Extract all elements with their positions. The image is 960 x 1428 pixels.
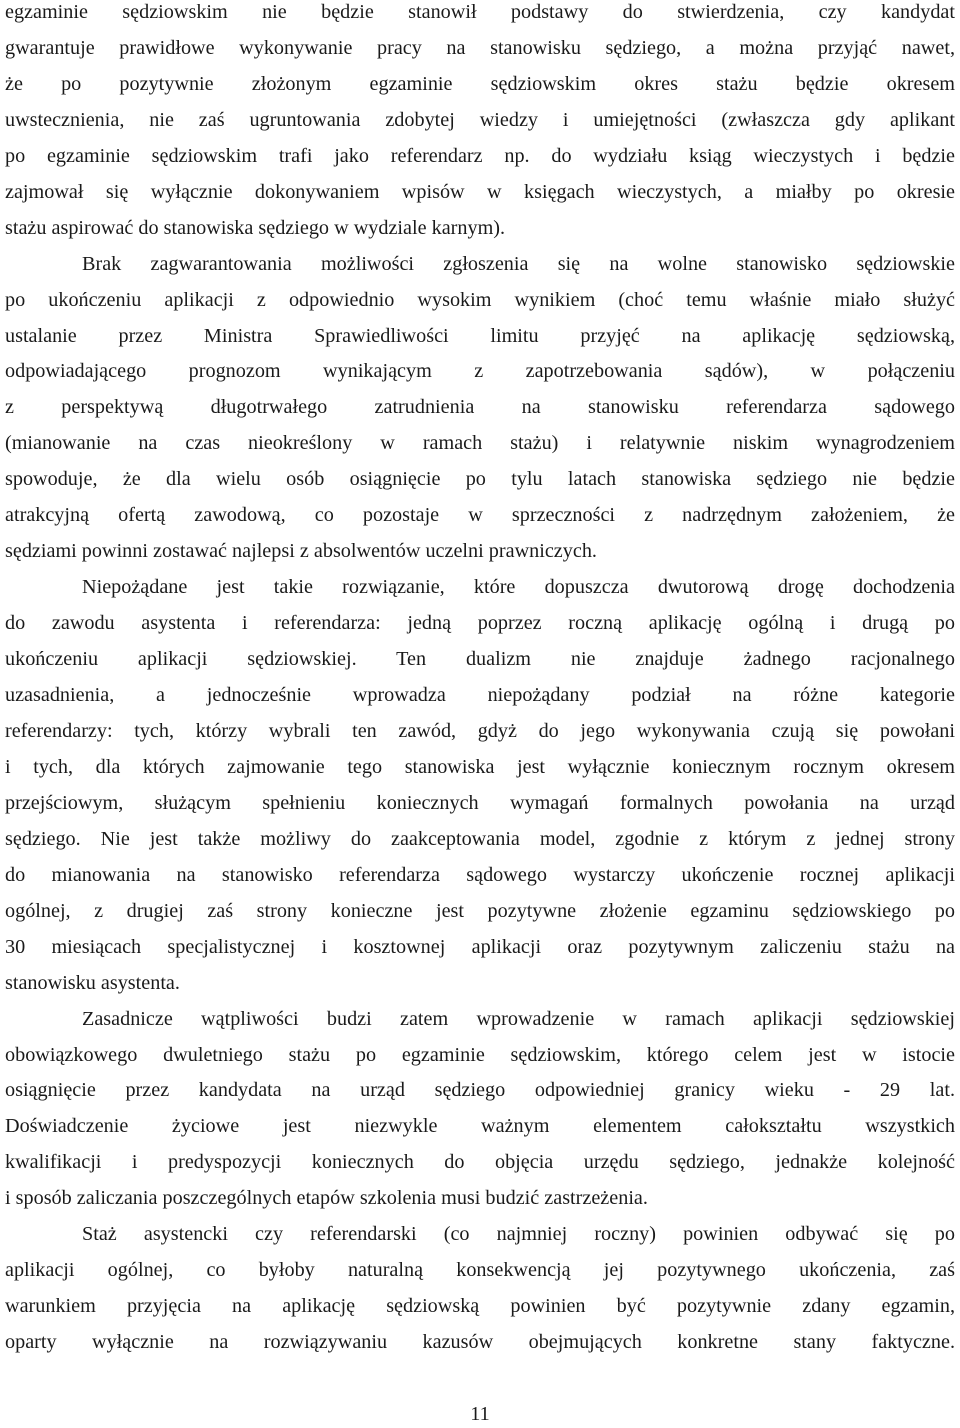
text-line: i sposób zaliczania poszczególnych etapów szkolenia musi budzić zastrzeżenia. bbox=[5, 1187, 648, 1210]
text-line: obowiązkowego dwuletniego stażu po egzaminie sędziowskim, którego celem jest w istocie bbox=[5, 1043, 955, 1066]
text-line: Brak zagwarantowania możliwości zgłoszenia się na wolne stanowisko sędziowskie bbox=[82, 252, 955, 275]
paragraph-1 bbox=[5, 0, 955, 247]
text-line: uzasadnienia, a jednocześnie wprowadza niepożądany podział na różne kategorie bbox=[5, 684, 955, 706]
text-line: Staż asystencki czy referendarski (co najmniej roczny) powinien odbywać się po bbox=[82, 1223, 955, 1246]
text-line: do zawodu asystenta i referendarza: jedną poprzez roczną aplikację ogólną i drugą po bbox=[5, 612, 955, 635]
text-line: uwstecznienia, nie zaś ugruntowania zdobytej wiedzy i umiejętności (zwłaszcza gdy aplikant bbox=[5, 108, 955, 131]
text-line: ustalanie przez Ministra Sprawiedliwości limitu przyjęć na aplikację sędziowską, bbox=[5, 324, 955, 347]
text-line: i tych, dla których zajmowanie tego stanowiska jest wyłącznie koniecznym rocznym okresem bbox=[5, 755, 955, 778]
text-line: stanowisku asystenta. bbox=[5, 971, 180, 994]
text-line: 30 miesiącach specjalistycznej i kosztownej aplikacji oraz pozytywnym zaliczeniu stażu na bbox=[5, 935, 955, 958]
text-line: sędziego. Nie jest także możliwy do zaakceptowania model, zgodnie z którym z jednej strony bbox=[5, 827, 955, 850]
text-line: z perspektywą długotrwałego zatrudnienia na stanowisku referendarza sądowego bbox=[5, 396, 955, 419]
text-line: że po pozytywnie złożonym egzaminie sędziowskim okres stażu będzie okresem bbox=[5, 72, 955, 95]
text-line: osiągnięcie przez kandydata na urząd sędziego odpowiedniej granicy wieku - 29 lat. bbox=[5, 1079, 955, 1102]
text-line: ukończeniu aplikacji sędziowskiej. Ten dualizm nie znajduje żadnego racjonalnego bbox=[5, 648, 955, 671]
text-line: atrakcyjną ofertą zawodową, co pozostaje w sprzeczności z nadrzędnym założeniem, że bbox=[5, 504, 955, 527]
text-line: egzaminie sędziowskim nie będzie stanowił podstawy do stwierdzenia, czy kandydat bbox=[5, 1, 955, 23]
paragraph-4 bbox=[5, 1002, 955, 1218]
text-line: warunkiem przyjęcia na aplikację sędziowską powinien być pozytywnie zdany egzamin, bbox=[5, 1295, 955, 1318]
text-line: gwarantuje prawidłowe wykonywanie pracy na stanowisku sędziego, a można przyjąć nawet, bbox=[5, 36, 955, 59]
text-line: do mianowania na stanowisko referendarza sądowego wystarczy ukończenie rocznej aplikacji bbox=[5, 863, 955, 886]
text-line: (mianowanie na czas nieokreślony w ramach stażu) i relatywnie niskim wynagrodzeniem bbox=[5, 432, 955, 455]
text-line: ogólnej, z drugiej zaś strony konieczne jest pozytywne złożenie egzaminu sędziowskiego po bbox=[5, 899, 955, 922]
text-line: kwalifikacji i predyspozycji koniecznych do objęcia urzędu sędziego, jednakże kolejność bbox=[5, 1151, 955, 1174]
document-page bbox=[5, 0, 955, 1428]
paragraph-3 bbox=[5, 570, 955, 1001]
text-line: referendarzy: tych, którzy wybrali ten zawód, gdyż do jego wykonywania czują się powołani bbox=[5, 719, 955, 742]
page-number: 11 bbox=[470, 1403, 490, 1425]
text-line: oparty wyłącznie na rozwiązywaniu kazusów obejmujących konkretne stany faktyczne. bbox=[5, 1331, 955, 1354]
text-line: odpowiadającego prognozom wynikającym z zapotrzebowania sądów), w połączeniu bbox=[5, 360, 955, 383]
text-line: sędziami powinni zostawać najlepsi z absolwentów uczelni prawniczych. bbox=[5, 540, 597, 563]
text-line: przejściowym, służącym spełnieniu koniecznych wymagań formalnych powołania na urząd bbox=[5, 791, 955, 814]
text-line: stażu aspirować do stanowiska sędziego w wydziale karnym). bbox=[5, 216, 506, 239]
text-line: Doświadczenie życiowe jest niezwykle ważnym elementem całokształtu wszystkich bbox=[5, 1115, 955, 1138]
text-line: zajmował się wyłącznie dokonywaniem wpisów w księgach wieczystych, a miałby po okresie bbox=[5, 180, 955, 203]
text-line: Zasadnicze wątpliwości budzi zatem wprowadzenie w ramach aplikacji sędziowskiej bbox=[82, 1007, 955, 1030]
text-line: Niepożądane jest takie rozwiązanie, które dopuszcza dwutorową drogę dochodzenia bbox=[82, 576, 955, 599]
paragraph-2 bbox=[5, 247, 955, 570]
text-line: aplikacji ogólnej, co byłoby naturalną konsekwencją jej pozytywnego ukończenia, zaś bbox=[5, 1259, 955, 1282]
paragraph-5 bbox=[5, 1217, 955, 1361]
text-line: po egzaminie sędziowskim trafi jako referendarz np. do wydziału ksiąg wieczystych i będzie bbox=[5, 144, 955, 167]
text-line: spowoduje, że dla wielu osób osiągnięcie po tylu latach stanowiska sędziego nie będzie bbox=[5, 468, 955, 491]
text-line: po ukończeniu aplikacji z odpowiednio wysokim wynikiem (choć temu właśnie miało służyć bbox=[5, 288, 955, 311]
